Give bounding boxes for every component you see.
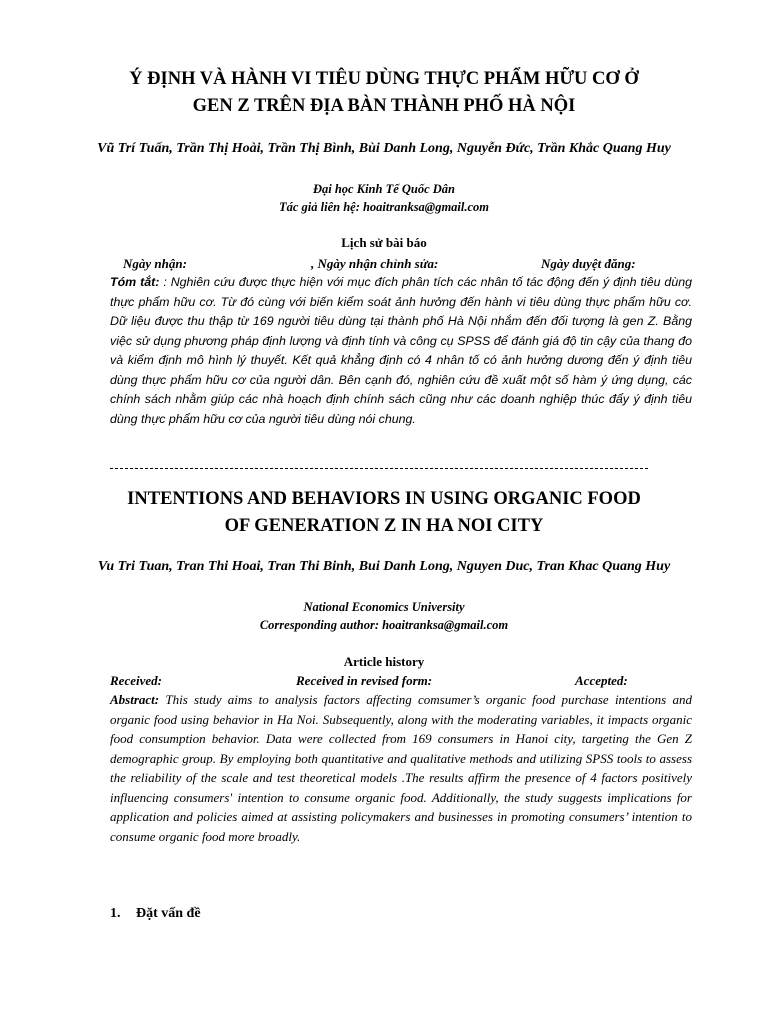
vietnamese-title-line-1: Ý ĐỊNH VÀ HÀNH VI TIÊU DÙNG THỰC PHẨM HỮU CƠ Ở (129, 69, 639, 89)
section-divider (110, 468, 648, 469)
english-title-line-1: INTENTIONS AND BEHAVIORS IN USING ORGANIC FOOD (127, 489, 641, 509)
en-abstract-label: Abstract: (110, 692, 160, 707)
english-history-dates (0, 672, 768, 690)
vietnamese-history-dates (0, 255, 768, 273)
vietnamese-corresponding-author: Tác giả liên hệ: hoaitranksa@gmail.com (278, 200, 490, 214)
vn-revised-label: , Ngày nhận chỉnh sửa: (311, 256, 439, 271)
en-accepted-label: Accepted: (575, 673, 628, 688)
vn-abstract-text: : Nghiên cứu được thực hiện với mục đích phân tích các nhân tố tác động đến ý định tiêu dùng thực phẩm hữu cơ. Từ đó cùng với biến kiểm soát ảnh hưởng đến hành vi tiêu dùng thực phẩm hữu cơ. Dữ liệu được thu thập từ 169 người tiêu dùng tại thành phố Hà Nội nhắm đến đối tượng là gen Z. Bằng việc sử dụng phương pháp định lượng và định tính và công cụ SPSS để đánh giá độ tin cậy của thang đo và kiểm định mô hình lý thuyết. Kết quả khẳng định có 4 nhân tố có ảnh hưởng dương đến ý định tiêu dùng thực phẩm hữu cơ của người dân. Bên cạnh đó, nghiên cứu đề xuất một số hàm ý ứng dụng, các chính sách nhằm giúp các nhà hoạch định chính sách cũng như các doanh nghiệp thúc đẩy ý định tiêu dùng thực phẩm hữu cơ của người tiêu dùng nói chung. (110, 275, 692, 426)
vietnamese-history-title: Lịch sử bài báo (341, 235, 427, 250)
english-authors: Vu Tri Tuan, Tran Thi Hoai, Tran Thi Binh, Bui Danh Long, Nguyen Duc, Tran Khac Quang Huy (97, 559, 671, 574)
english-abstract (110, 690, 692, 846)
section-title: Đặt vấn đề (136, 906, 201, 921)
vn-received-label: Ngày nhận: (123, 256, 187, 271)
en-abstract-text: This study aims to analysis factors affecting comsumer’s organic food purchase intentions and organic food using behavior in Ha Noi. Subsequently, along with the moderating variables, it impacts organic food consumption behavior. Data were collected from 169 consumers in Hanoi city, targeting the Gen Z demographic group. By employing both quantitative and qualitative methods and utilizing SPSS tools to assess the reliability of the scale and test theoretical models .The results affirm the presence of 4 factors positively influencing consumers' intention to consume organic food. Additionally, the study suggests implications for application and policies aimed at assisting policymakers and businesses in promoting consumers’ intention to consume organic food more broadly. (110, 692, 692, 844)
english-title (70, 486, 698, 540)
en-revised-label: Received in revised form: (296, 673, 433, 688)
vietnamese-title (70, 66, 698, 120)
vietnamese-abstract (110, 273, 692, 429)
section-number: 1. (110, 906, 121, 921)
en-received-label: Received: (110, 673, 162, 688)
english-title-line-2: OF GENERATION Z IN HA NOI CITY (224, 516, 544, 536)
vietnamese-title-line-2: GEN Z TRÊN ĐỊA BÀN THÀNH PHỐ HÀ NỘI (192, 96, 576, 116)
english-corresponding-author: Corresponding author: hoaitranksa@gmail.com (259, 618, 509, 632)
english-institution: National Economics University (303, 600, 465, 614)
vietnamese-authors: Vũ Trí Tuấn, Trần Thị Hoài, Trần Thị Bình, Bùi Danh Long, Nguyễn Đức, Trần Khắc Quang Huy (97, 141, 671, 156)
section-heading (110, 904, 201, 924)
vn-accepted-label: Ngày duyệt đăng: (541, 256, 636, 271)
vietnamese-institution: Đại học Kinh Tế Quốc Dân (312, 182, 456, 196)
vn-abstract-label: Tóm tắt: (110, 275, 160, 289)
english-history-title: Article history (343, 654, 425, 669)
